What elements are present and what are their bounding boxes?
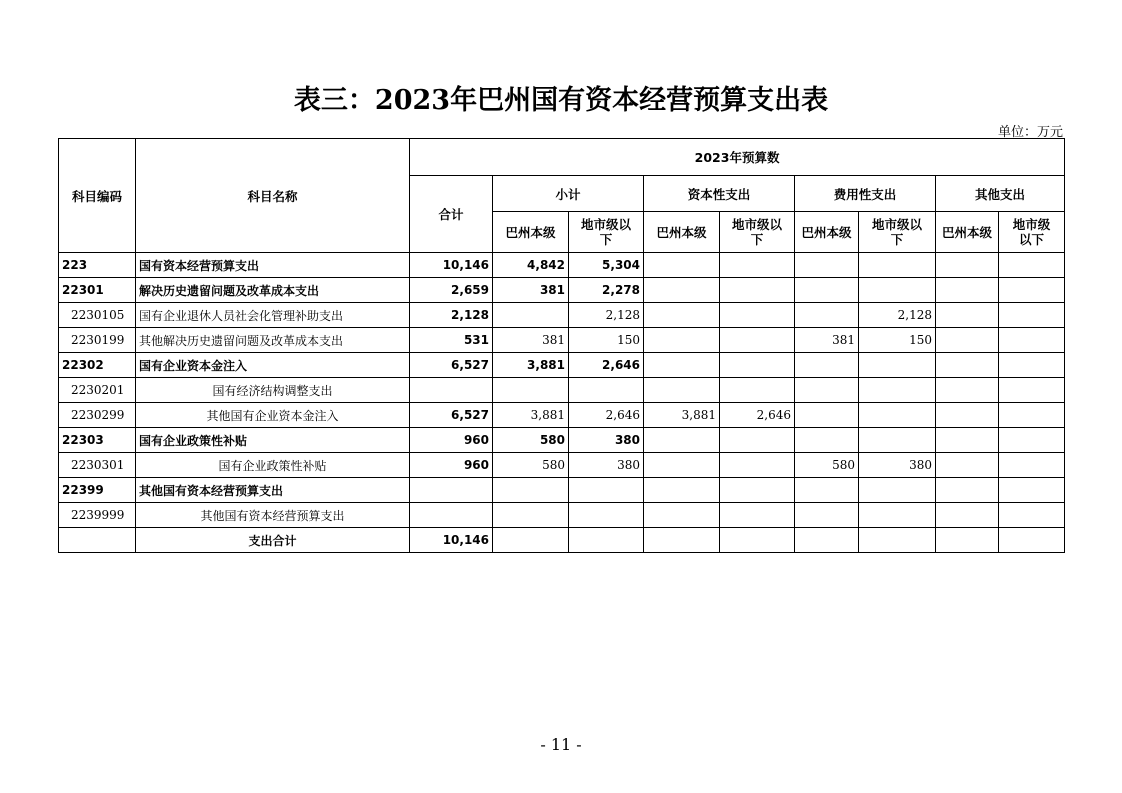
row-value — [936, 353, 999, 378]
budget-table — [58, 138, 1065, 553]
row-name: 国有企业退休人员社会化管理补助支出 — [136, 303, 410, 328]
row-total — [410, 503, 493, 528]
row-value — [644, 253, 720, 278]
row-value — [493, 503, 569, 528]
row-value: 380 — [859, 453, 936, 478]
row-value — [999, 478, 1065, 503]
footer-code-empty — [59, 528, 136, 553]
row-value — [644, 353, 720, 378]
row-name: 其他国有资本经营预算支出 — [136, 478, 410, 503]
row-value — [999, 278, 1065, 303]
row-value: 380 — [569, 453, 644, 478]
row-value — [936, 328, 999, 353]
header-sub-lower: 地市级以下 — [859, 212, 936, 253]
row-value — [720, 303, 795, 328]
row-value: 381 — [493, 328, 569, 353]
row-value: 4,842 — [493, 253, 569, 278]
row-name: 其他解决历史遗留问题及改革成本支出 — [136, 328, 410, 353]
row-value — [644, 278, 720, 303]
table-row — [59, 403, 1065, 428]
row-value: 150 — [569, 328, 644, 353]
row-value: 2,128 — [859, 303, 936, 328]
row-value — [859, 253, 936, 278]
row-value — [720, 478, 795, 503]
row-value — [720, 453, 795, 478]
row-name: 其他国有资本经营预算支出 — [136, 503, 410, 528]
row-value — [936, 303, 999, 328]
row-value — [720, 428, 795, 453]
row-value — [720, 253, 795, 278]
row-value — [795, 378, 859, 403]
row-value — [493, 378, 569, 403]
row-code: 2230299 — [59, 403, 136, 428]
table-row — [59, 303, 1065, 328]
table-row — [59, 253, 1065, 278]
row-value: 380 — [569, 428, 644, 453]
row-value — [795, 253, 859, 278]
row-value — [795, 503, 859, 528]
row-value — [720, 328, 795, 353]
row-value: 3,881 — [493, 353, 569, 378]
row-value — [936, 478, 999, 503]
row-value: 2,646 — [720, 403, 795, 428]
row-value — [493, 303, 569, 328]
unit-label: 单位：万元 — [997, 125, 1063, 140]
row-value — [999, 503, 1065, 528]
row-value — [795, 428, 859, 453]
row-value — [720, 278, 795, 303]
row-value — [644, 378, 720, 403]
row-value — [720, 353, 795, 378]
row-value — [859, 378, 936, 403]
row-value — [936, 403, 999, 428]
header-group-subtotal: 小计 — [493, 176, 644, 212]
row-name: 国有资本经营预算支出 — [136, 253, 410, 278]
row-total: 10,146 — [410, 253, 493, 278]
footer-empty-cell — [795, 528, 859, 553]
footer-total: 10,146 — [410, 528, 493, 553]
table-row — [59, 278, 1065, 303]
row-value — [795, 353, 859, 378]
table-row — [59, 378, 1065, 403]
row-value — [569, 478, 644, 503]
table-row — [59, 478, 1065, 503]
table-row — [59, 328, 1065, 353]
row-value — [795, 478, 859, 503]
row-value: 5,304 — [569, 253, 644, 278]
row-value: 580 — [795, 453, 859, 478]
row-value — [644, 503, 720, 528]
row-value: 381 — [493, 278, 569, 303]
row-value — [999, 253, 1065, 278]
row-value — [644, 453, 720, 478]
table-row — [59, 428, 1065, 453]
row-value — [936, 428, 999, 453]
row-value — [859, 428, 936, 453]
row-value: 150 — [859, 328, 936, 353]
row-value — [795, 403, 859, 428]
row-code: 22302 — [59, 353, 136, 378]
footer-empty-cell — [936, 528, 999, 553]
row-code: 22303 — [59, 428, 136, 453]
row-code: 2230105 — [59, 303, 136, 328]
row-code: 2230301 — [59, 453, 136, 478]
footer-empty-cell — [644, 528, 720, 553]
page-number: - 11 - — [540, 735, 582, 754]
row-value — [720, 503, 795, 528]
row-value — [859, 478, 936, 503]
row-value — [999, 403, 1065, 428]
row-value: 2,646 — [569, 403, 644, 428]
row-name: 国有经济结构调整支出 — [136, 378, 410, 403]
row-code: 22399 — [59, 478, 136, 503]
row-value — [720, 378, 795, 403]
row-value: 3,881 — [644, 403, 720, 428]
row-total: 2,128 — [410, 303, 493, 328]
row-total — [410, 478, 493, 503]
row-name: 其他国有企业资本金注入 — [136, 403, 410, 428]
row-value — [859, 353, 936, 378]
row-total: 531 — [410, 328, 493, 353]
row-name: 解决历史遗留问题及改革成本支出 — [136, 278, 410, 303]
row-value — [795, 303, 859, 328]
row-name: 国有企业资本金注入 — [136, 353, 410, 378]
row-value — [644, 303, 720, 328]
row-value — [999, 428, 1065, 453]
footer-empty-cell — [493, 528, 569, 553]
row-value — [644, 478, 720, 503]
row-value — [569, 378, 644, 403]
row-value: 381 — [795, 328, 859, 353]
footer-empty-cell — [569, 528, 644, 553]
row-name: 国有企业政策性补贴 — [136, 453, 410, 478]
header-sub-lower: 地市级以下 — [569, 212, 644, 253]
row-value — [936, 503, 999, 528]
table-row — [59, 353, 1065, 378]
row-value: 2,646 — [569, 353, 644, 378]
row-name: 国有企业政策性补贴 — [136, 428, 410, 453]
row-value — [859, 403, 936, 428]
row-value — [999, 378, 1065, 403]
row-total: 960 — [410, 428, 493, 453]
row-total: 6,527 — [410, 403, 493, 428]
row-value — [999, 303, 1065, 328]
row-total: 6,527 — [410, 353, 493, 378]
footer-row — [59, 528, 1065, 553]
row-value — [936, 453, 999, 478]
row-value: 580 — [493, 453, 569, 478]
row-value — [493, 478, 569, 503]
row-value — [936, 378, 999, 403]
header-sub-lower: 地市级以下 — [720, 212, 795, 253]
row-value — [795, 278, 859, 303]
table-row — [59, 453, 1065, 478]
row-total: 2,659 — [410, 278, 493, 303]
row-value — [936, 253, 999, 278]
row-value — [569, 503, 644, 528]
row-value: 580 — [493, 428, 569, 453]
row-value — [999, 453, 1065, 478]
header-group-other: 其他支出 — [936, 176, 1065, 212]
footer-label: 支出合计 — [136, 528, 410, 553]
row-value: 2,128 — [569, 303, 644, 328]
header-group-expense: 费用性支出 — [795, 176, 936, 212]
footer-empty-cell — [859, 528, 936, 553]
row-value — [936, 278, 999, 303]
header-sub-local: 巴州本级 — [936, 212, 999, 253]
header-sub-local: 巴州本级 — [795, 212, 859, 253]
row-code: 22301 — [59, 278, 136, 303]
header-name: 科目名称 — [136, 139, 410, 253]
footer-empty-cell — [999, 528, 1065, 553]
row-value — [999, 328, 1065, 353]
row-value: 2,278 — [569, 278, 644, 303]
row-value — [859, 278, 936, 303]
row-value: 3,881 — [493, 403, 569, 428]
page-title: 表三：2023年巴州国有资本经营预算支出表 — [293, 85, 829, 116]
row-code: 2239999 — [59, 503, 136, 528]
header-budget-year: 2023年预算数 — [410, 139, 1065, 176]
header-sub-local: 巴州本级 — [493, 212, 569, 253]
header-sub-lower: 地市级以下 — [999, 212, 1065, 253]
row-value — [644, 428, 720, 453]
row-total: 960 — [410, 453, 493, 478]
row-code: 223 — [59, 253, 136, 278]
row-total — [410, 378, 493, 403]
header-sub-local: 巴州本级 — [644, 212, 720, 253]
row-code: 2230199 — [59, 328, 136, 353]
row-code: 2230201 — [59, 378, 136, 403]
header-code: 科目编码 — [59, 139, 136, 253]
header-group-capital: 资本性支出 — [644, 176, 795, 212]
footer-empty-cell — [720, 528, 795, 553]
header-total: 合计 — [410, 176, 493, 253]
row-value — [644, 328, 720, 353]
row-value — [859, 503, 936, 528]
table-row — [59, 503, 1065, 528]
row-value — [999, 353, 1065, 378]
